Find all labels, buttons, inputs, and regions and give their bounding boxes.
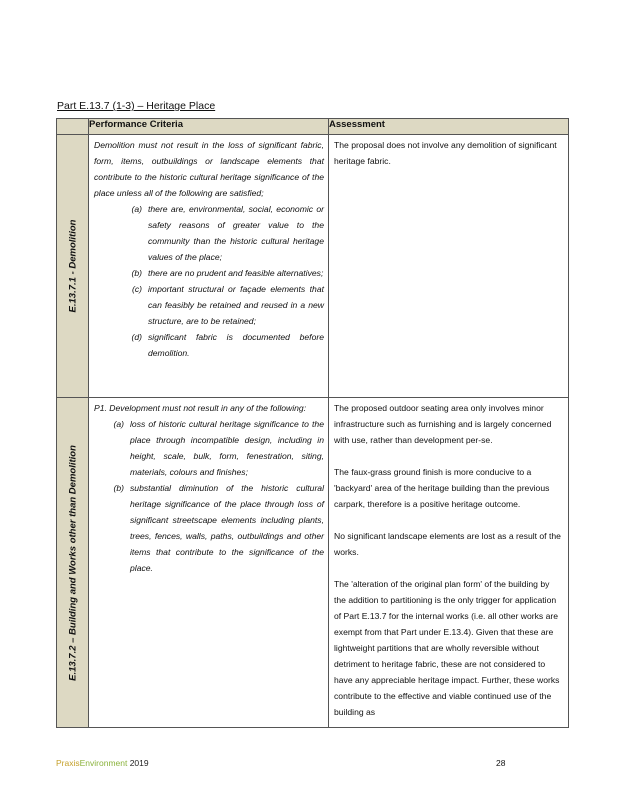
section-heading: Part E.13.7 (1-3) – Heritage Place bbox=[57, 100, 216, 112]
brand-environment: Environment bbox=[79, 758, 128, 768]
criteria-item: (b) substantial diminution of the historic cultural heritage significance of the place through loss of significant streetscape elements including plants, trees, fences, walls, paths, outbuildings and other items that contribute to the significance of the place. bbox=[113, 483, 324, 573]
criteria-intro: P1. Development must not result in any of the following: bbox=[94, 403, 307, 413]
table-row-demolition bbox=[57, 135, 569, 398]
side-label-building-works: E.13.7.2 – Building and Works other than Demolition bbox=[67, 444, 78, 681]
criteria-item: (c) important structural or façade elements that can feasibly be retained and reused in a new structure, are to be retained; bbox=[131, 284, 324, 326]
side-label-demolition: E.13.7.1 - Demolition bbox=[67, 219, 78, 313]
footer-year: 2019 bbox=[127, 758, 149, 768]
criteria-cell bbox=[89, 135, 329, 398]
assessment-paragraph: No significant landscape elements are lost as a result of the works. bbox=[334, 531, 561, 557]
assessment-paragraph: The faux-grass ground finish is more conducive to a 'backyard' area of the heritage building than the previous carpark, therefore is a positive heritage outcome. bbox=[334, 467, 550, 509]
side-label-cell bbox=[57, 135, 89, 398]
header-blank-cell bbox=[57, 119, 89, 135]
table-row-building-works bbox=[57, 398, 569, 728]
heritage-table bbox=[56, 118, 569, 728]
criteria-item: (b) there are no prudent and feasible alternatives; bbox=[131, 268, 324, 278]
criteria-intro: Demolition must not result in the loss of significant fabric, form, items, outbuildings or landscape elements that contribute to the historic cultural heritage significance of the place unless all of the following are satisfied; bbox=[94, 140, 324, 198]
criteria-item: (a) there are, environmental, social, economic or safety reasons of greater value to the community than the historic cultural heritage values of the place; bbox=[131, 204, 324, 262]
header-assessment: Assessment bbox=[329, 119, 569, 135]
criteria-item: (d) significant fabric is documented before demolition. bbox=[131, 332, 324, 358]
criteria-cell bbox=[89, 398, 329, 728]
header-performance-criteria: Performance Criteria bbox=[89, 119, 329, 135]
criteria-item: (a) loss of historic cultural heritage significance to the place through incompatible design, including in height, scale, bulk, form, fenestration, siting, materials, colours and finishes; bbox=[113, 419, 324, 477]
assessment-cell bbox=[329, 135, 569, 398]
assessment-cell bbox=[329, 398, 569, 728]
assessment-paragraph: The proposal does not involve any demolition of significant heritage fabric. bbox=[334, 140, 557, 166]
table-header-row bbox=[57, 119, 569, 135]
assessment-paragraph: The proposed outdoor seating area only involves minor infrastructure such as furnishing and is largely concerned with use, rather than development per-se. bbox=[334, 403, 552, 445]
brand-praxis: Praxis bbox=[56, 758, 80, 768]
footer-brand bbox=[56, 758, 149, 768]
assessment-paragraph: The 'alteration of the original plan form' of the building by the addition to partitioning is the only trigger for application of Part E.13.7 for the internal works (i.e. all other works are exempt from that Part under E.13.4). Given that these are lightweight partitions that are wholly reversible without detriment to heritage fabric, these are not considered to have any appreciable heritage impact. Further, these works contribute to the effective and viable continued use of the building as bbox=[334, 579, 560, 717]
side-label-cell bbox=[57, 398, 89, 728]
page-number: 28 bbox=[496, 758, 506, 768]
